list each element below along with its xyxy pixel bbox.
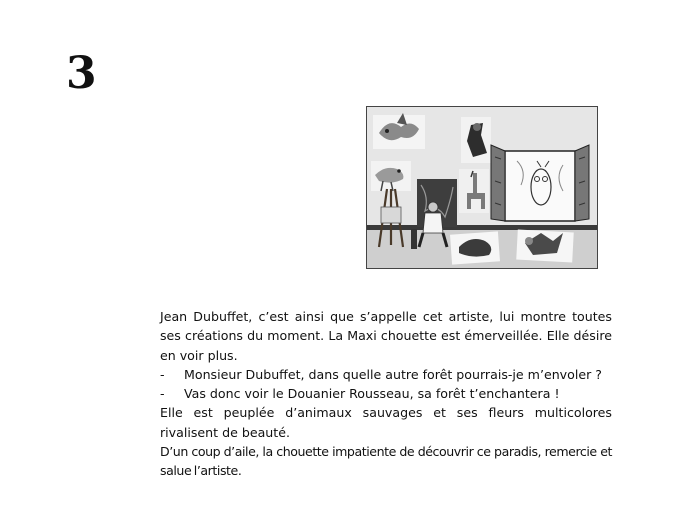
artwork-creature-icon: [373, 113, 425, 149]
dialogue-dash: -: [160, 366, 165, 382]
story-text: [160, 307, 612, 481]
artwork-animal-icon: [459, 169, 489, 213]
artwork-figure-icon: [461, 117, 491, 163]
artist-studio-illustration: [366, 106, 598, 269]
dialogue-text: Monsieur Dubuffet, dans quelle autre forêt pourrais-je m’envoler ?: [184, 366, 602, 382]
dialogue-line: [160, 365, 612, 384]
dialogue-text: Vas donc voir le Douanier Rousseau, sa forêt t’enchantera !: [184, 386, 560, 402]
dialogue-dash: -: [160, 386, 165, 402]
dialogue-line: [160, 384, 612, 403]
story-paragraph: Jean Dubuffet, c’est ainsi que s’appelle cet artiste, lui montre toutes ses créations du moment. La Maxi chouette est émerveillée. Elle désire en voir plus.: [160, 309, 612, 363]
story-paragraph: Elle est peuplée d’animaux sauvages et ses fleurs multicolores rivalisent de beauté.: [160, 405, 612, 440]
window-with-owl-icon: [491, 145, 589, 221]
story-paragraph: D’un coup d’aile, la chouette impatiente de découvrir ce paradis, remercie et salue l’artiste.: [160, 444, 612, 479]
page-number: 3: [66, 48, 97, 99]
artwork-bird-icon: [371, 161, 411, 191]
